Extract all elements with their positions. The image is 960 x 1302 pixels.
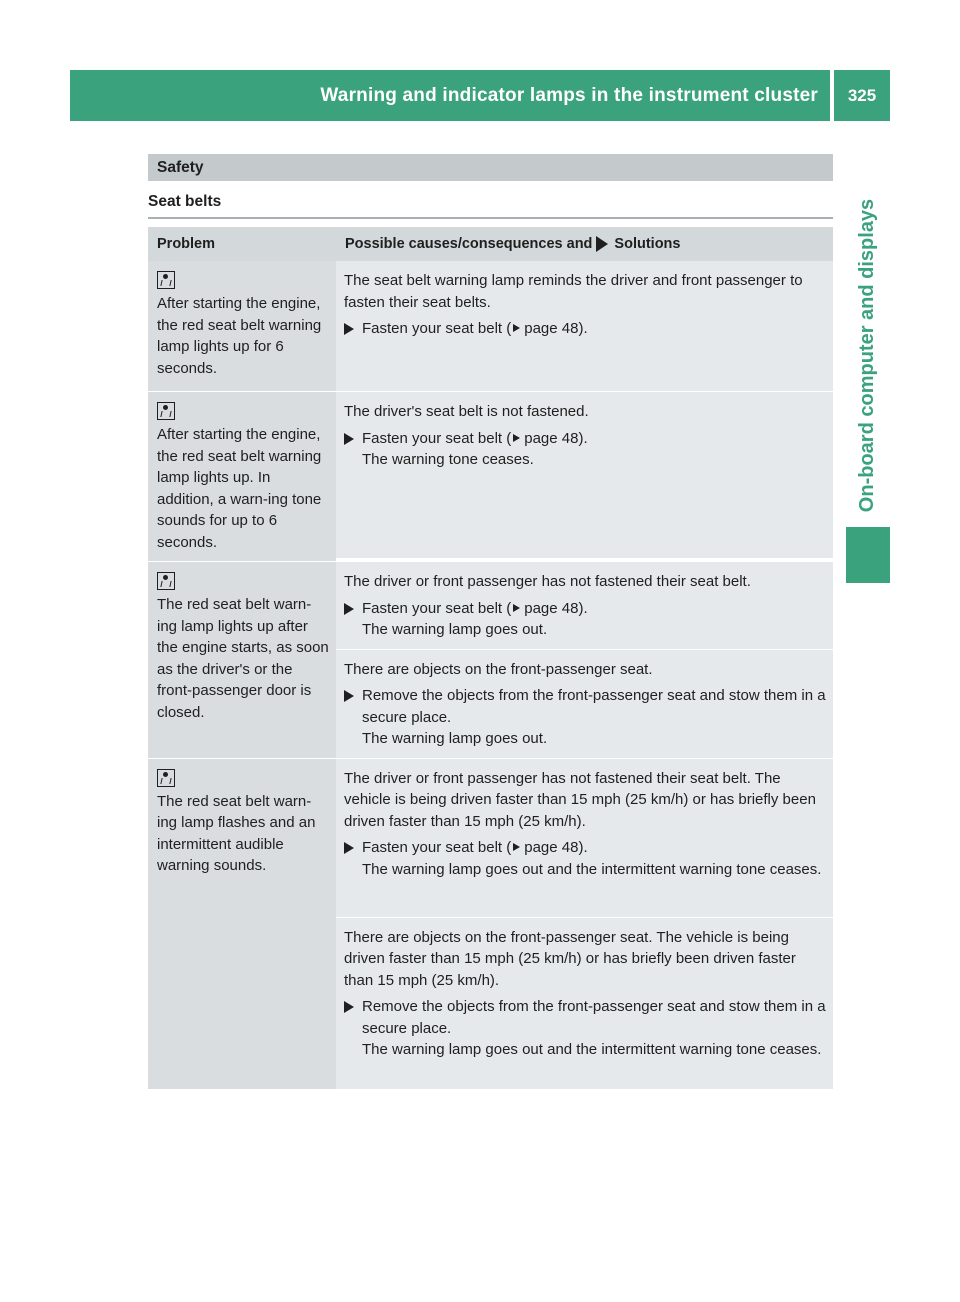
cause-text: There are objects on the front-passenger seat. The vehicle is being driven faster than 15 mph (25 km/h) or has briefly been driven faster than 15 mph (25 km/h). (344, 928, 796, 989)
problem-table (148, 227, 833, 1090)
side-tab-label: On-board computer and displays (856, 198, 879, 512)
seat-belt-icon (157, 572, 175, 590)
seat-belt-icon (157, 402, 175, 420)
cause-cell (336, 562, 833, 650)
step-text (362, 598, 827, 641)
solutions-column (336, 261, 833, 392)
step-text (362, 996, 827, 1061)
cause-text: The driver or front passenger has not fastened their seat belt. The vehicle is being driven faster than 15 mph (25 km/h) or has briefly been driven faster than 15 mph (25 km/h). (344, 769, 816, 830)
problem-text: The red seat belt warn-ing lamp flashes and an intermittent audible warning sounds. (157, 792, 316, 874)
arrow-right-icon (344, 603, 354, 615)
column-header-problem: Problem (148, 227, 336, 261)
problem-text: After starting the engine, the red seat belt warning lamp lights up for 6 seconds. (157, 295, 322, 377)
column-header-causes (336, 227, 833, 261)
solutions-column (336, 759, 833, 1090)
section-subtitle: Seat belts (148, 193, 222, 210)
step-instruction: Remove the objects from the front-passenger seat and stow them in a secure place. (362, 998, 826, 1037)
cause-cell (336, 392, 833, 559)
page-reference-icon (513, 324, 520, 332)
solutions-column (336, 392, 833, 562)
page-reference-link[interactable]: page 48). (524, 839, 588, 856)
column-header-causes-label: Possible causes/consequences and (345, 236, 593, 252)
step-result: The warning tone ceases. (362, 451, 534, 468)
solution-step (344, 428, 827, 471)
solution-step (344, 598, 827, 641)
solution-step (344, 837, 827, 880)
cause-cell (336, 261, 833, 392)
seat-belt-icon (157, 271, 175, 289)
step-instruction: Fasten your seat belt ( (362, 320, 512, 337)
step-result: The warning lamp goes out. (362, 730, 548, 747)
page-number: 325 (834, 70, 890, 121)
arrow-right-icon (344, 1001, 354, 1013)
seat-belt-icon (157, 769, 175, 787)
problem-cell (148, 562, 336, 759)
table-row (148, 261, 833, 392)
step-text (362, 837, 827, 880)
solution-step (344, 318, 827, 340)
problem-cell (148, 392, 336, 562)
arrow-right-icon (344, 842, 354, 854)
step-text (362, 428, 827, 471)
column-header-solutions-label: Solutions (614, 236, 681, 252)
side-tab-marker (846, 527, 890, 583)
section-title: Safety (148, 154, 833, 181)
solution-step (344, 996, 827, 1061)
step-instruction: Fasten your seat belt ( (362, 839, 512, 856)
header-title: Warning and indicator lamps in the instrument cluster (70, 70, 830, 121)
divider (148, 217, 833, 219)
step-result: The warning lamp goes out and the intermittent warning tone ceases. (362, 1041, 822, 1058)
arrow-right-icon (344, 433, 354, 445)
cause-text: The driver's seat belt is not fastened. (344, 403, 589, 420)
step-text (362, 318, 827, 340)
page-reference-link[interactable]: page 48). (524, 429, 588, 447)
cause-text: The driver or front passenger has not fastened their seat belt. (344, 573, 751, 590)
problem-cell (148, 261, 336, 392)
arrow-right-icon (344, 323, 354, 335)
cause-cell (336, 918, 833, 1090)
solution-step (344, 685, 827, 750)
table-row (148, 392, 833, 562)
table-body (148, 261, 833, 1090)
table-header (148, 227, 833, 261)
problem-cell (148, 759, 336, 1090)
step-instruction: Fasten your seat belt ( (362, 429, 512, 447)
cause-text: There are objects on the front-passenger seat. (344, 660, 653, 678)
side-tab (846, 130, 890, 580)
table-row (148, 562, 833, 759)
page-header (70, 70, 890, 121)
step-result: The warning lamp goes out. (362, 621, 548, 638)
problem-text: The red seat belt warn-ing lamp lights up after the engine starts, as soon as the driver's or the front-passenger door is closed. (157, 596, 329, 721)
arrow-right-icon (344, 690, 354, 702)
step-instruction: Fasten your seat belt ( (362, 599, 512, 617)
step-instruction: Remove the objects from the front-passenger seat and stow them in a secure place. (362, 687, 826, 726)
arrow-right-icon (596, 236, 608, 252)
page-reference-icon (513, 434, 520, 442)
page-reference-icon (513, 604, 520, 612)
solutions-column (336, 562, 833, 759)
cause-cell (336, 650, 833, 759)
cause-text: The seat belt warning lamp reminds the driver and front passenger to fasten their seat belts. (344, 272, 803, 311)
page-reference-link[interactable]: page 48). (524, 320, 588, 337)
problem-text: After starting the engine, the red seat belt warning lamp lights up. In addition, a warn-ing tone sounds for up to 6 seconds. (157, 426, 322, 551)
page-reference-link[interactable]: page 48). (524, 599, 588, 617)
step-result: The warning lamp goes out and the intermittent warning tone ceases. (362, 860, 822, 878)
page-reference-icon (513, 843, 520, 851)
step-text (362, 685, 827, 750)
table-row (148, 759, 833, 1090)
cause-cell (336, 759, 833, 918)
